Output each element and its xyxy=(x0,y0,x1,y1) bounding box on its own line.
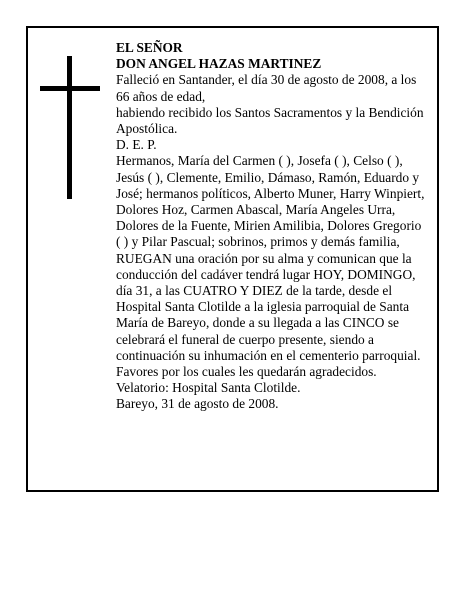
funeral-details: RUEGAN una oración por su alma y comunican que la conducción del cadáver tendrá lugar HOY, DOMINGO, día 31, a las CUATRO Y DIEZ de la tarde, desde el Hospital Santa Clotilde a la iglesia parroquial de Santa María de Bareyo, donde a su llegada a las CINCO se celebrará el funeral de cuerpo presente, siendo a continuación su inhumación en el cementerio parroquial. Favores por los cuales les quedarán agradecidos. Velatorio: Hospital Santa Clotilde. xyxy=(116,250,421,396)
notice-title: EL SEÑOR xyxy=(116,40,183,55)
cross-icon xyxy=(40,56,100,199)
death-statement: Falleció en Santander, el día 30 de agosto de 2008, a los 66 años de edad, xyxy=(116,72,417,104)
cross-horizontal-bar xyxy=(40,86,100,91)
deceased-name: DON ANGEL HAZAS MARTINEZ xyxy=(116,56,322,72)
cross-vertical-bar xyxy=(67,56,72,199)
notice-body xyxy=(116,40,426,413)
rip-line: D. E. P. xyxy=(116,137,157,153)
place-date: Bareyo, 31 de agosto de 2008. xyxy=(116,396,279,412)
obituary-notice xyxy=(26,26,439,492)
sacraments-statement: habiendo recibido los Santos Sacramentos y la Bendición Apostólica. xyxy=(116,104,424,137)
family-list: Hermanos, María del Carmen ( ), Josefa ( ), Celso ( ), Jesús ( ), Clemente, Emilio, Dámaso, Ramón, Eduardo y José; hermanos políticos, Alberto Muner, Harry Winpiert, Dolores Hoz, Carmen Abascal, María Angeles Urra, Dolores de la Fuente, Mirien Amilibia, Dolores Gregorio ( ) y Pilar Pascual; sobrinos, primos y demás familia, xyxy=(116,153,425,250)
